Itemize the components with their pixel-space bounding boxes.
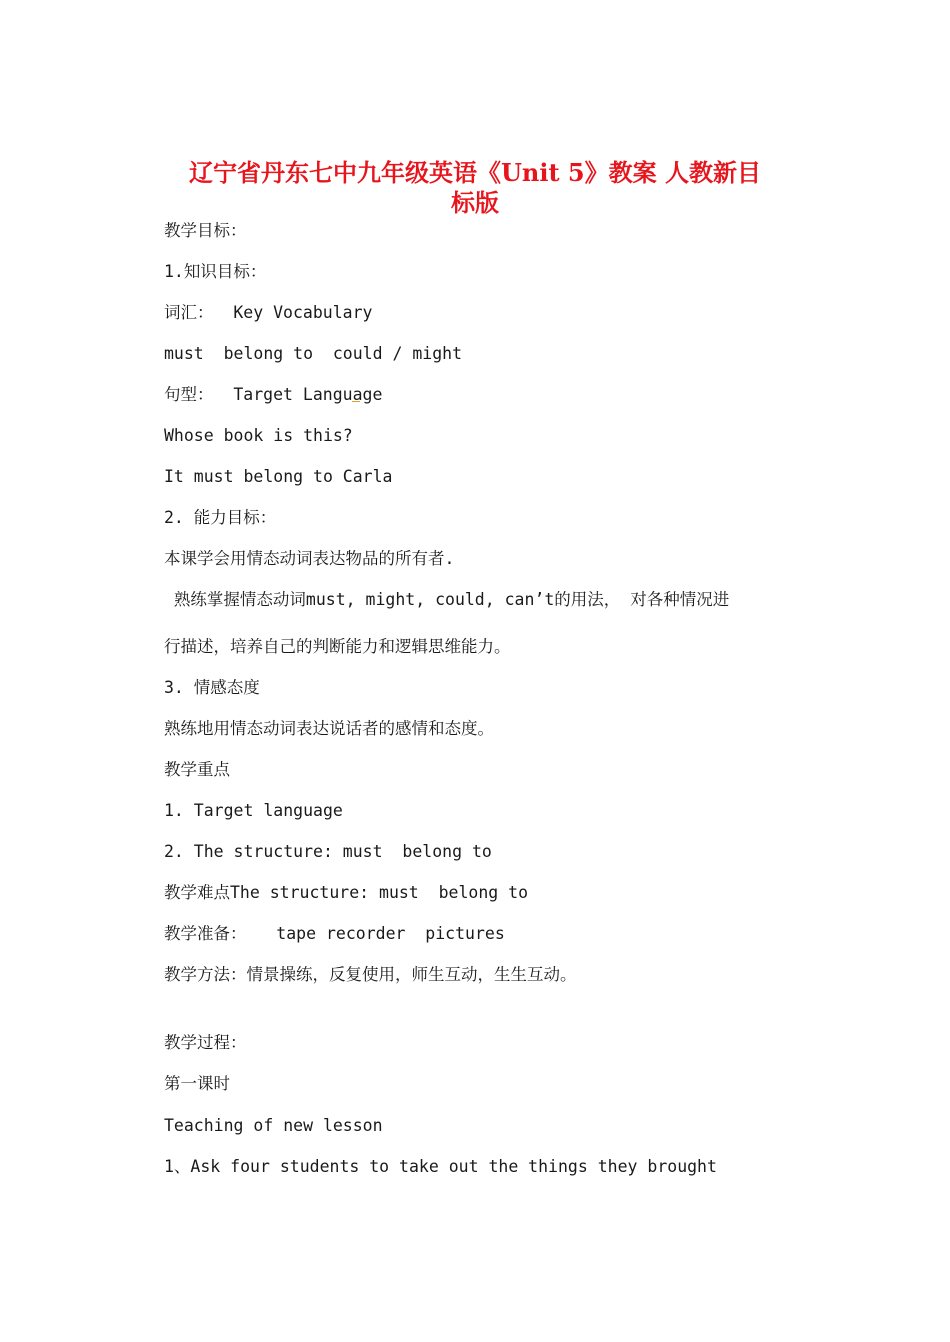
preparation-line: 教学准备： tape recorder pictures — [164, 924, 505, 943]
key-points-heading: 教学重点 — [164, 760, 230, 779]
emotion-attitude-text: 熟练地用情态动词表达说话者的感情和态度。 — [164, 719, 494, 738]
example-sentence-1: Whose book is this? — [164, 426, 353, 445]
document-title-line-1: 辽宁省丹东七中九年级英语《Unit 5》教案 人教新目 — [189, 158, 761, 187]
ability-goals-text-3: 行描述，培养自己的判断能力和逻辑思维能力。 — [164, 637, 511, 656]
emotion-attitude-heading: 3. 情感态度 — [164, 678, 260, 697]
ability-goals-text-1: 本课学会用情态动词表达物品的所有者. — [164, 549, 455, 568]
vocabulary-line: 词汇： Key Vocabulary — [164, 303, 373, 322]
document-title-line-2: 标版 — [451, 188, 499, 217]
edit-mark — [352, 398, 360, 402]
vocabulary-words: must belong to could / might — [164, 344, 463, 363]
teaching-methods-line: 教学方法：情景操练，反复使用，师生互动，生生互动。 — [164, 965, 577, 984]
sentence-pattern-line: 句型： Target Language — [164, 385, 383, 404]
teaching-goals-heading: 教学目标： — [164, 221, 247, 240]
ability-goals-text-2: 熟练掌握情态动词must, might, could, can’t的用法， 对各种情况进 — [164, 590, 730, 609]
knowledge-goals-heading: 1.知识目标： — [164, 262, 267, 281]
step-1-text: 1、Ask four students to take out the things they brought — [164, 1157, 717, 1176]
example-sentence-2: It must belong to Carla — [164, 467, 393, 486]
key-point-2: 2. The structure: must belong to — [164, 842, 492, 861]
key-point-1: 1. Target language — [164, 801, 343, 820]
difficult-points-line: 教学难点The structure: must belong to — [164, 883, 529, 902]
new-lesson-heading: Teaching of new lesson — [164, 1116, 383, 1135]
ability-goals-heading: 2. 能力目标： — [164, 508, 277, 527]
teaching-process-heading: 教学过程： — [164, 1033, 247, 1052]
first-lesson-heading: 第一课时 — [164, 1074, 230, 1093]
